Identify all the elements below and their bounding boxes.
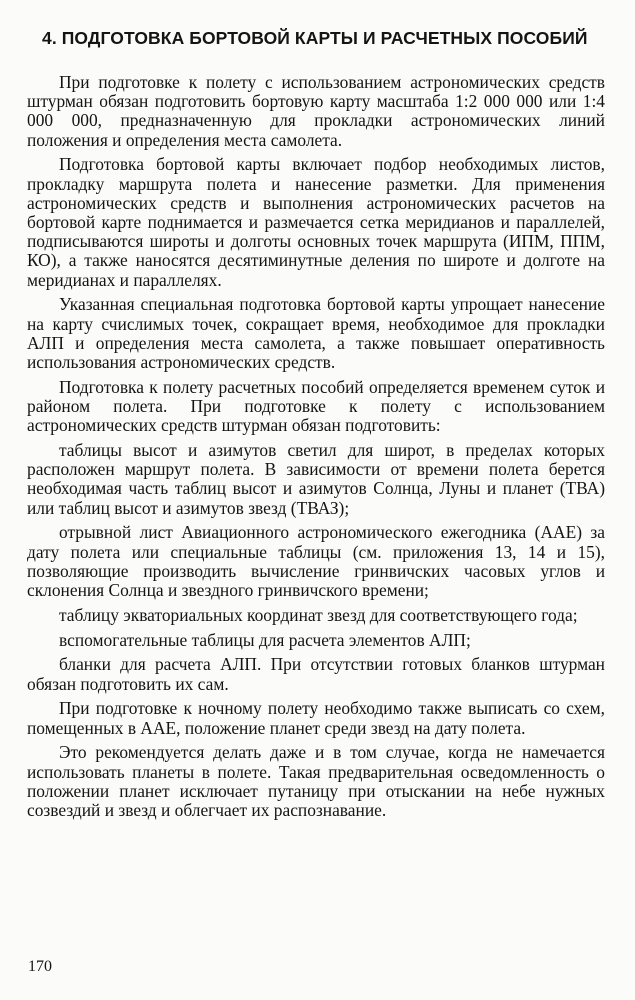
list-item-blank-forms: бланки для расчета АЛП. При отсутствии готовых бланков штурман обязан подготовить их сам. [27,654,605,694]
paragraph-chart-scale: При подготовке к полету с использованием астрономических средств штурман обязан подготовить бортовую карту масштаба 1:2 000 000 или 1:4 000 000, предназначенную для прокладки астрономических линий положения и определения места самолета. [27,72,605,150]
paragraph-chart-preparation: Подготовка бортовой карты включает подбор необходимых листов, прокладку маршрута полета и нанесение разметки. Для применения астрономических средств и выполнения астрономических расчетов на бортовой карте поднимается и размечается сетка меридианов и параллелей, подписываются широты и долготы основных точек маршрута (ИПМ, ППМ, КО), а также наносятся десятиминутные деления по широте и долготе на меридианах и параллелях. [27,154,605,290]
list-item-auxiliary-tables: вспомогательные таблицы для расчета элементов АЛП; [59,629,471,650]
paragraph-recommendation: Это рекомендуется делать даже и в том случае, когда не намечается использовать планеты в полете. Такая предварительная осведомленность о положении планет исключает путаницу при отыскании на небе нужных созвездий и звезд и облегчает их распознавание. [27,742,605,821]
paragraph-chart-benefits: Указанная специальная подготовка бортовой карты упрощает нанесение на карту счислимых точек, сокращает время, необходимое для прокладки АЛП и определения места самолета, а также повышает оперативность использования астрономических средств. [27,294,605,373]
page-number: 170 [28,958,52,975]
list-item-almanac-sheet: отрывной лист Авиационного астрономического ежегодника (ААЕ) за дату полета или специальные таблицы (см. приложения 13, 14 и 15), позволяющие производить вычисление гринвичских часовых углов и склонения Солнца и звездного гринвичского времени; [27,522,605,601]
section-heading: 4. ПОДГОТОВКА БОРТОВОЙ КАРТЫ И РАСЧЕТНЫХ ПОСОБИЙ [42,28,588,48]
list-item-altitude-azimuth-tables: таблицы высот и азимутов светил для широт, в пределах которых расположен маршрут полета. В зависимости от времени полета берется необходимая часть таблиц высот и азимутов Солнца, Луны и планет (ТВА) или таблиц высот и азимутов звезд (ТВАЗ); [27,440,605,518]
paragraph-aids-intro: Подготовка к полету расчетных пособий определяется временем суток и районом полета. При подготовке к полету с использованием астрономических средств штурман обязан подготовить: [27,376,605,436]
paragraph-night-flight: При подготовке к ночному полету необходимо также выписать со схем, помещенных в ААЕ, положение планет среди звезд на дату полета. [27,698,605,738]
body-text [27,73,605,826]
list-item-star-coordinates: таблицу экваториальных координат звезд для соответствующего года; [59,604,578,625]
